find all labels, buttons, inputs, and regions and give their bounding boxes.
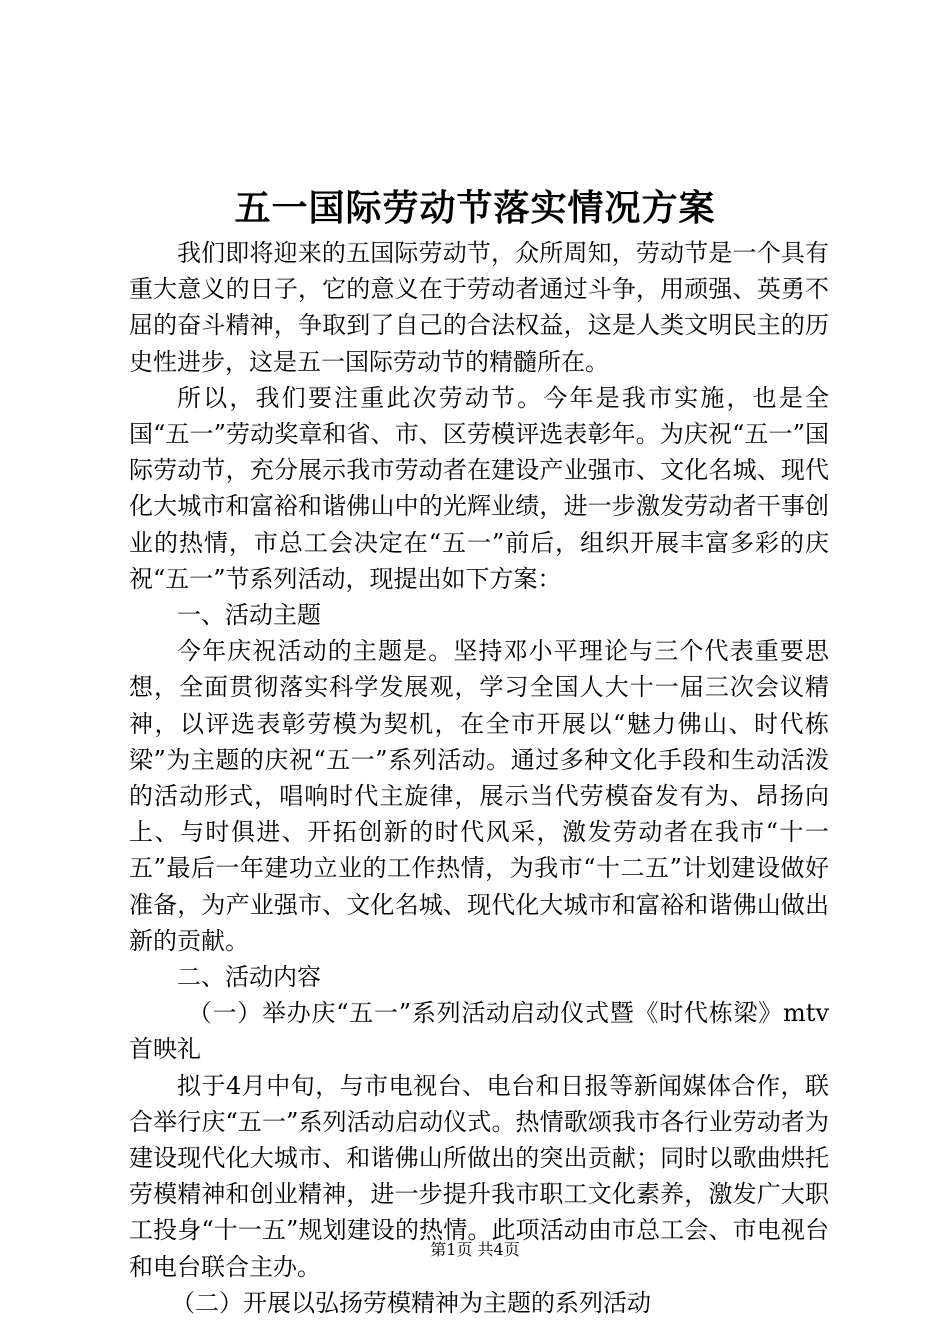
paragraph-theme: 今年庆祝活动的主题是。坚持邓小平理论与三个代表重要思想，全面贯彻落实科学发展观，学习全国人大十一届三次会议精神，以评选表彰劳模为契机，在全市开展以“魅力佛山、时代栋梁”为主题的庆祝“五一”系列活动。通过多种文化手段和生动活泼的活动形式，唱响时代主旋律，展示当代劳模奋发有为、昂扬向上、与时俱进、开拓创新的时代风采，激发劳动者在我市“十一五”最后一年建功立业的工作热情，为我市“十二五”计划建设做好准备，为产业强市、文化名城、现代化大城市和富裕和谐佛山做出新的贡献。 (129, 637, 829, 955)
paragraph-launch-ceremony: 拟于4月中旬，与市电视台、电台和日报等新闻媒体合作，联合举行庆“五一”系列活动启动仪式。热情歌颂我市各行业劳动者为建设现代化大城市、和谐佛山所做出的突出贡献；同时以歌曲烘托劳模精神和创业精神，进一步提升我市职工文化素养，激发广大职工投身“十一五”规划建设的热情。此项活动由市总工会、市电视台和电台联合主办。 (129, 1071, 829, 1281)
document-title: 五一国际劳动节落实情况方案 (234, 187, 716, 229)
heading-activity-theme: 一、活动主题 (177, 601, 321, 630)
subheading-launch-ceremony: （一）举办庆“五一”系列活动启动仪式暨《时代栋梁》mtv首映礼 (129, 999, 829, 1064)
document-body (129, 235, 829, 1321)
paragraph-intro: 我们即将迎来的五国际劳动节，众所周知，劳动节是一个具有重大意义的日子，它的意义在于劳动者通过斗争，用顽强、英勇不屈的奋斗精神，争取到了自己的合法权益，这是人类文明民主的历史性进步，这是五一国际劳动节的精髓所在。 (129, 239, 829, 376)
paragraph-plan: 所以，我们要注重此次劳动节。今年是我市实施，也是全国“五一”劳动奖章和省、市、区劳模评选表彰年。为庆祝“五一”国际劳动节，充分展示我市劳动者在建设产业强市、文化名城、现代化大城市和富裕和谐佛山中的光辉业绩，进一步激发劳动者干事创业的热情，市总工会决定在“五一”前后，组织开展丰富多彩的庆祝“五一”节系列活动，现提出如下方案： (129, 383, 829, 593)
page-footer: 第1页 共4页 (430, 1240, 520, 1259)
subheading-model-worker-activities: （二）开展以弘扬劳模精神为主题的系列活动 (171, 1288, 651, 1317)
heading-activity-content: 二、活动内容 (177, 963, 321, 992)
